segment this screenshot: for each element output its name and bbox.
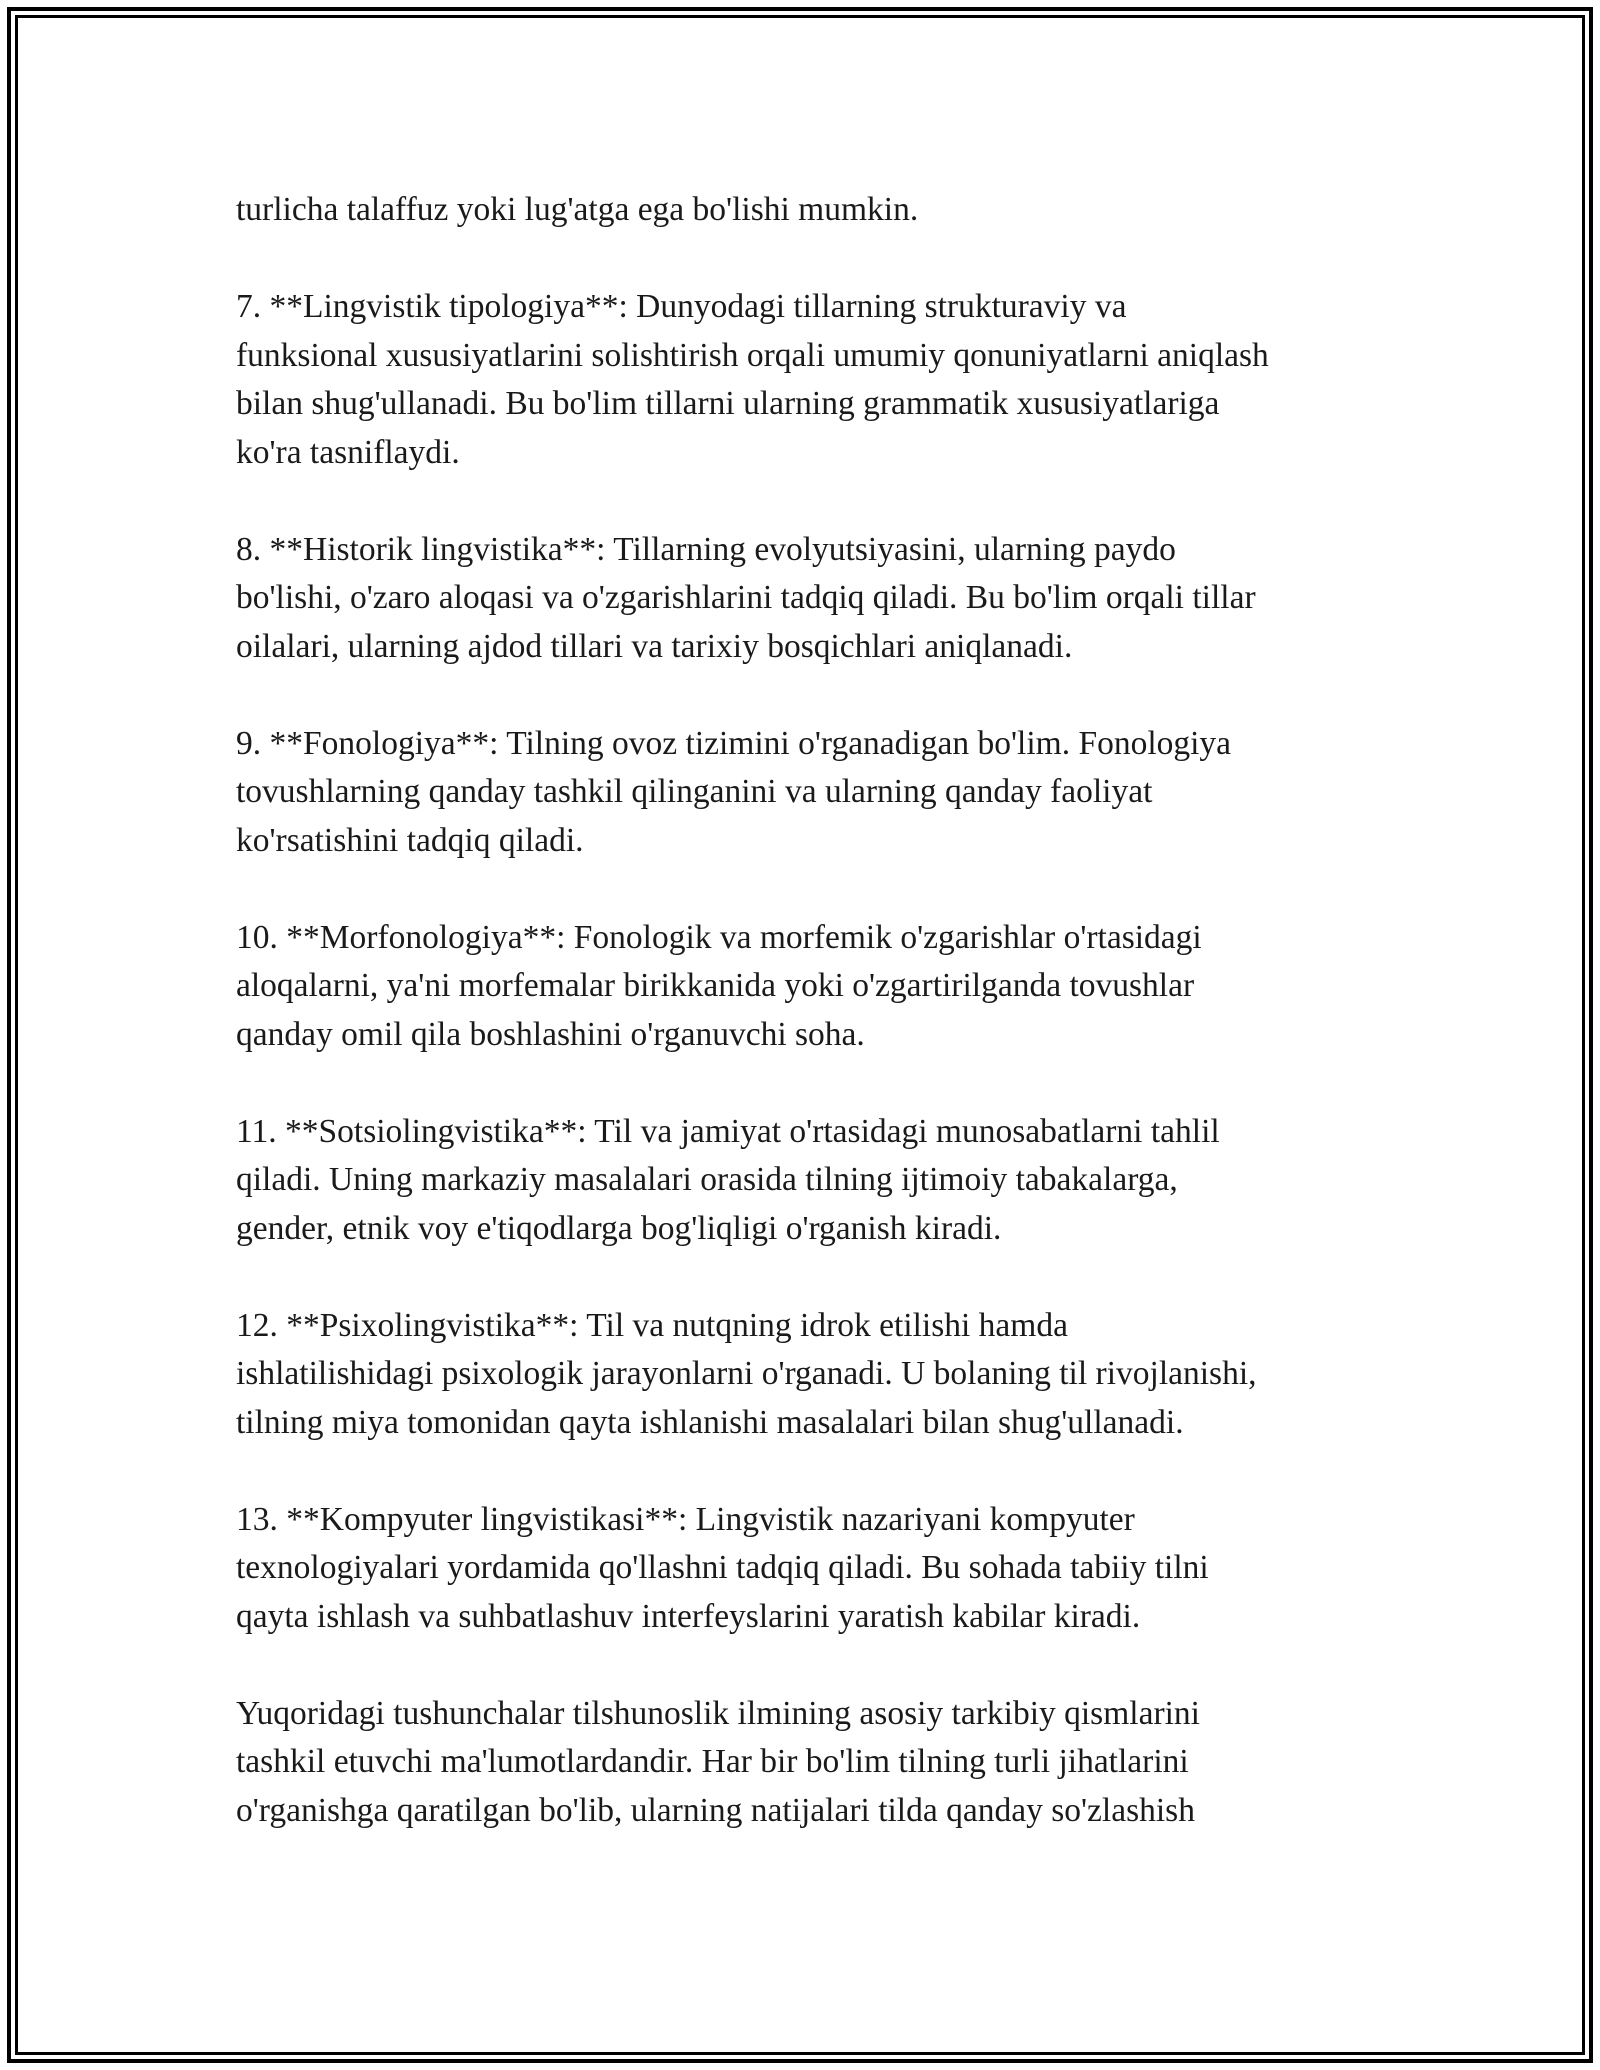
text-line: aloqalarni, ya'ni morfemalar birikkanida yoki o'zgartirilganda tovushlar (236, 967, 1195, 1004)
text-line: bo'lishi, o'zaro aloqasi va o'zgarishlarini tadqiq qiladi. Bu bo'lim orqali tillar (236, 579, 1256, 616)
text-line: qanday omil qila boshlashini o'rganuvchi soha. (236, 1015, 865, 1053)
paragraph-item-9-fonologiya (236, 720, 1376, 866)
text-line: texnologiyalari yordamida qo'llashni tadqiq qiladi. Bu sohada tabiiy tilni (236, 1549, 1209, 1586)
text-line: funksional xususiyatlarini solishtirish orqali umumiy qonuniyatlarni aniqlash (236, 336, 1269, 374)
paragraph-summary (236, 1690, 1376, 1836)
text-line: ishlatilishidagi psixologik jarayonlarni o'rganadi. U bolaning til rivojlanishi, (236, 1355, 1257, 1392)
text-line: tovushlarning qanday tashkil qilinganini va ularning qanday faoliyat (236, 773, 1153, 810)
paragraph-item-10-morfonologiya (236, 914, 1376, 1060)
text-line: tilning miya tomonidan qayta ishlanishi masalalari bilan shug'ullanadi. (236, 1403, 1184, 1441)
paragraph-item-7-lingvistik-tipologiya (236, 283, 1376, 477)
text-line: 12. **Psixolingvistika**: Til va nutqning idrok etilishi hamda (236, 1306, 1068, 1344)
text-line: 8. **Historik lingvistika**: Tillarning evolyutsiyasini, ularning paydo (236, 530, 1176, 568)
text-line: gender, etnik voy e'tiqodlarga bog'liqligi o'rganish kiradi. (236, 1209, 1002, 1247)
text-line: oilalari, ularning ajdod tillari va tarixiy bosqichlari aniqlanadi. (236, 627, 1073, 665)
text-line: ko'ra tasniflaydi. (236, 433, 460, 471)
paragraph-item-13-kompyuter-lingvistikasi (236, 1496, 1376, 1642)
text-line: 9. **Fonologiya**: Tilning ovoz tizimini o'rganadigan bo'lim. Fonologiya (236, 724, 1232, 762)
text-line: 11. **Sotsiolingvistika**: Til va jamiyat o'rtasidagi munosabatlarni tahlil (236, 1112, 1220, 1150)
text-line: 10. **Morfonologiya**: Fonologik va morfemik o'zgarishlar o'rtasidagi (236, 918, 1202, 956)
text-line: qayta ishlash va suhbatlashuv interfeyslarini yaratish kabilar kiradi. (236, 1597, 1141, 1635)
text-line: 7. **Lingvistik tipologiya**: Dunyodagi tillarning strukturaviy va (236, 288, 1127, 325)
paragraph-continuation (236, 186, 1376, 235)
text-line: ko'rsatishini tadqiq qiladi. (236, 821, 584, 859)
paragraph-item-8-historik-lingvistika (236, 526, 1376, 672)
paragraph-item-12-psixolingvistika (236, 1302, 1376, 1448)
text-line: 13. **Kompyuter lingvistikasi**: Lingvistik nazariyani kompyuter (236, 1500, 1135, 1538)
text-line: Yuqoridagi tushunchalar tilshunoslik ilmining asosiy tarkibiy qismlarini (236, 1694, 1200, 1732)
text-line: qiladi. Uning markaziy masalalari orasida tilning ijtimoiy tabakalarga, (236, 1161, 1178, 1198)
text-line: o'rganishga qaratilgan bo'lib, ularning natijalari tilda qanday so'zlashish (236, 1791, 1195, 1829)
text-line: bilan shug'ullanadi. Bu bo'lim tillarni ularning grammatik xususiyatlariga (236, 385, 1220, 422)
text-line: turlicha talaffuz yoki lug'atga ega bo'lishi mumkin. (236, 191, 919, 228)
document-body (236, 186, 1376, 1884)
paragraph-item-11-sotsiolingvistika (236, 1108, 1376, 1254)
text-line: tashkil etuvchi ma'lumotlardandir. Har bir bo'lim tilning turli jihatlarini (236, 1743, 1189, 1780)
